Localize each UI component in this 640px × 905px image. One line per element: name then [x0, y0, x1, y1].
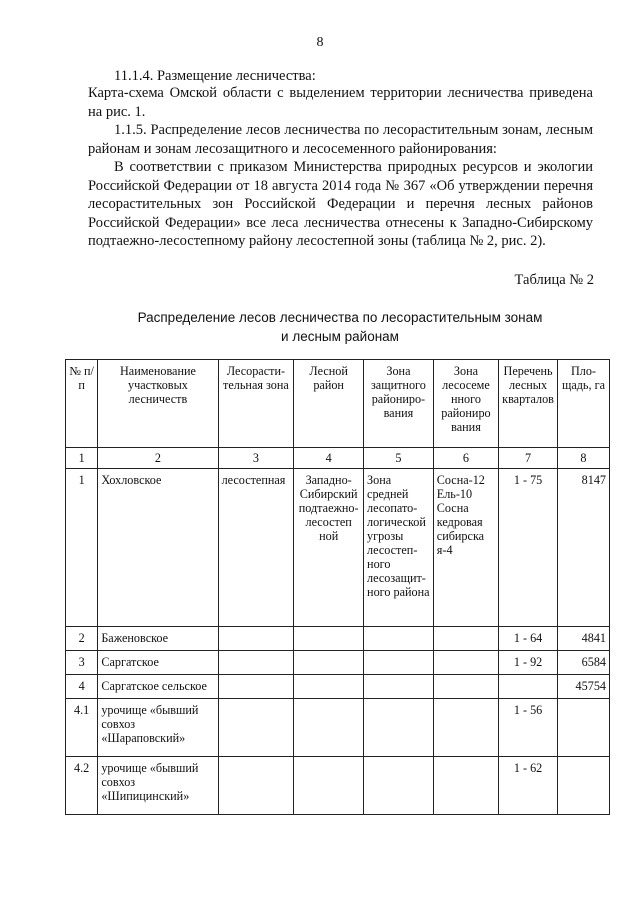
paragraph-text: 11.1.4. Размещение лесничества: — [114, 68, 316, 84]
row-number: 4 — [66, 675, 98, 699]
column-number: 7 — [499, 448, 558, 469]
forest-zone — [218, 699, 294, 757]
forestry-name: урочище «бывший совхоз «Шипицинский» — [98, 757, 218, 815]
table-caption — [0, 308, 640, 346]
paragraph-text: 1.1.5. Распределение лесов лесничества по лесорастительным зонам, лесным районам и зонам лесозащитного и лесосеменного районирования: — [88, 122, 593, 157]
area-ha: 6584 — [557, 651, 609, 675]
seed-zone — [433, 627, 498, 651]
protection-zone — [364, 757, 434, 815]
forest-district — [294, 699, 364, 757]
header-cell: Пло-щадь, га — [557, 360, 609, 448]
seed-zone: Сосна-12 Ель-10 Сосна кедровая сибирска я-4 — [433, 469, 498, 627]
forest-zone — [218, 651, 294, 675]
area-ha — [557, 699, 609, 757]
forest-district — [294, 675, 364, 699]
forest-quarters: 1 - 56 — [499, 699, 558, 757]
column-number: 5 — [364, 448, 434, 469]
table-row — [66, 675, 610, 699]
table-caption-line-2: и лесным районам — [281, 329, 399, 344]
seed-zone — [433, 675, 498, 699]
protection-zone — [364, 699, 434, 757]
row-number: 4.2 — [66, 757, 98, 815]
forest-quarters: 1 - 62 — [499, 757, 558, 815]
seed-zone — [433, 757, 498, 815]
header-cell: Наименование участковых лесничеств — [98, 360, 218, 448]
page-number: 8 — [316, 35, 324, 50]
header-cell: Лесной район — [294, 360, 364, 448]
seed-zone — [433, 699, 498, 757]
column-number: 4 — [294, 448, 364, 469]
header-cell: № п/п — [66, 360, 98, 448]
forest-quarters: 1 - 92 — [499, 651, 558, 675]
header-cell: Зона лесосеме нного райониро вания — [433, 360, 498, 448]
table-row — [66, 651, 610, 675]
header-cell: Зона защитного райониро-вания — [364, 360, 434, 448]
column-number-row — [66, 448, 610, 469]
forest-zone — [218, 757, 294, 815]
forest-district: Западно-Сибирский подтаежно-лесостеп ной — [294, 469, 364, 627]
forest-quarters: 1 - 75 — [499, 469, 558, 627]
paragraph-text: Карта-схема Омской области с выделением территории лесничества приведена на рис. 1. — [88, 85, 593, 120]
forestry-name: Саргатское — [98, 651, 218, 675]
forest-distribution-table — [65, 359, 610, 815]
row-number: 1 — [66, 469, 98, 627]
paragraph-distribution — [88, 121, 593, 158]
forest-zone: лесостепная — [218, 469, 294, 627]
area-ha: 4841 — [557, 627, 609, 651]
forest-district — [294, 651, 364, 675]
table-caption-line-1: Распределение лесов лесничества по лесорастительным зонам — [137, 310, 543, 325]
table-row — [66, 627, 610, 651]
forest-zone — [218, 627, 294, 651]
column-number: 8 — [557, 448, 609, 469]
table-header-row — [66, 360, 610, 448]
header-cell: Лесорасти-тельная зона — [218, 360, 294, 448]
header-cell: Перечень лесных кварталов — [499, 360, 558, 448]
area-ha: 8147 — [557, 469, 609, 627]
forestry-name: Саргатское сельское — [98, 675, 218, 699]
paragraph-map-reference — [88, 84, 593, 121]
area-ha: 45754 — [557, 675, 609, 699]
area-ha — [557, 757, 609, 815]
forest-zone — [218, 675, 294, 699]
row-number: 3 — [66, 651, 98, 675]
column-number: 6 — [433, 448, 498, 469]
table-row — [66, 469, 610, 627]
column-number: 1 — [66, 448, 98, 469]
forest-quarters: 1 - 64 — [499, 627, 558, 651]
forest-quarters — [499, 675, 558, 699]
forestry-name: Баженовское — [98, 627, 218, 651]
column-number: 2 — [98, 448, 218, 469]
protection-zone — [364, 675, 434, 699]
forest-district — [294, 627, 364, 651]
paragraph-order — [88, 158, 593, 251]
paragraph-text: В соответствии с приказом Министерства природных ресурсов и экологии Российской Федерации от 18 августа 2014 года № 367 «Об утверждении перечня лесорастительных зон Российской Федерации и перечня лесных районов Российской Федерации» все леса лесничества отнесены к Западно-Сибирскому подтаежно-лесостепному району лесостепной зоны (таблица № 2, рис. 2). — [88, 159, 593, 250]
column-number: 3 — [218, 448, 294, 469]
table-label: Таблица № 2 — [514, 272, 594, 288]
forestry-name: урочище «бывший совхоз «Шараповский» — [98, 699, 218, 757]
paragraph-placement — [88, 67, 593, 86]
row-number: 4.1 — [66, 699, 98, 757]
protection-zone — [364, 651, 434, 675]
protection-zone — [364, 627, 434, 651]
table-row — [66, 699, 610, 757]
seed-zone — [433, 651, 498, 675]
protection-zone: Зона средней лесопато-логической угрозы лесостеп-ного лесозащит-ного района — [364, 469, 434, 627]
table-row — [66, 757, 610, 815]
row-number: 2 — [66, 627, 98, 651]
forestry-name: Хохловское — [98, 469, 218, 627]
forest-district — [294, 757, 364, 815]
